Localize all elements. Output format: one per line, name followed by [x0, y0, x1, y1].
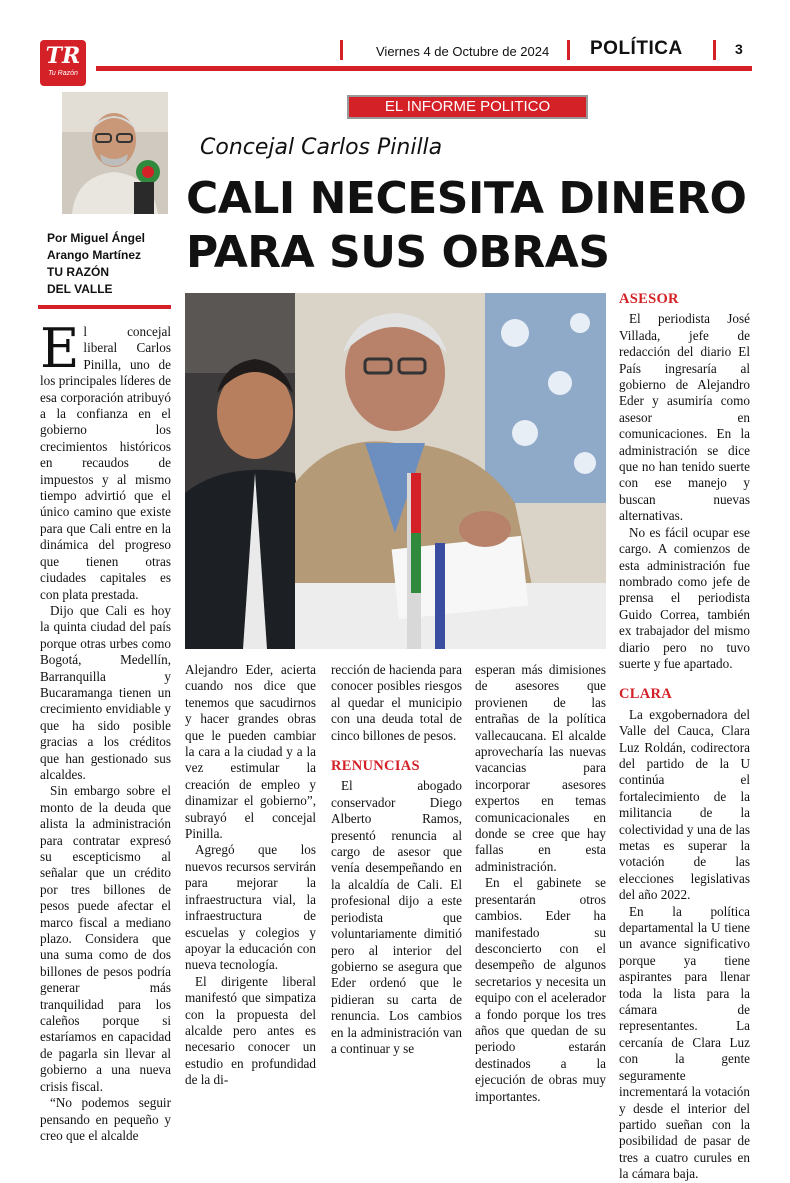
paragraph: Dijo que Cali es hoy la quinta ciudad del país porque otras urbes como Bogotá, Medellín, Barranquilla y Bucaramanga tienen un crecimiento envidiable y que ha sido posible gracias a los créditos que han gestionado sus alcaldes.: [40, 602, 171, 782]
section-heading-asesor: ASESOR: [619, 291, 679, 307]
drop-cap: E: [40, 317, 80, 380]
paragraph: rección de hacienda para conocer posibles riesgos al quedar el municipio con una deuda total de cinco billones de pesos.: [331, 662, 462, 743]
article-column-1: [40, 317, 171, 1144]
newspaper-logo: [40, 40, 86, 86]
article-headline: [186, 172, 746, 280]
author-portrait-illustration: [62, 92, 168, 214]
article-column-2: [185, 662, 316, 1089]
paragraph: El abogado conservador Diego Alberto Ramos, presentó renuncia al cargo de asesor que venía desempeñando en la alcaldía de Cali. El profesional dijo a este periodista que voluntariamente dimitió pero al interior del gobierno se asegura que Eder ordenó que le pidieran su carta de renuncia. Los cambios en la administración van a continuar y se: [331, 778, 462, 1056]
article-column-5: [619, 291, 750, 1183]
section-title: POLÍTICA: [590, 38, 683, 59]
header-divider: [340, 40, 343, 60]
paragraph: esperan más dimisiones de asesores que provienen de las entrañas de la política vallecaucana. El alcalde aprovecharía las nuevas vacancias para incorporar asesores expertos en temas comunicacionales en donde se cree que hay fallas en esta administración.: [475, 662, 606, 874]
header-rule: [96, 66, 752, 71]
section-heading-clara: CLARA: [619, 686, 673, 703]
byline: [47, 230, 145, 298]
article-column-4: [475, 662, 606, 1105]
byline-line: DEL VALLE: [47, 282, 113, 296]
header-divider: [713, 40, 716, 60]
paragraph: l concejal liberal Carlos Pinilla, uno de los principales líderes de esa corporación atribuyó a la confianza en el gobierno los crecimientos históricos en recaudos de impuestos y al mismo tiempo advirtió que el único camino que existe para que Cali entre en la dinámica del progreso que tienen otras ciudades capitales es con plata prestada.: [40, 324, 171, 602]
header-divider: [567, 40, 570, 60]
byline-line: Arango Martínez: [47, 248, 142, 262]
main-photo: [185, 293, 606, 649]
logo-text: TR: [45, 43, 81, 69]
column-kicker: EL INFORME POLITICO: [347, 95, 588, 119]
byline-line: Por Miguel Ángel: [47, 231, 146, 245]
logo-subtext: Tu Razón: [48, 70, 78, 77]
issue-date: Viernes 4 de Octubre de 2024: [376, 44, 550, 59]
council-meeting-illustration: [185, 293, 606, 649]
paragraph: En la política departamental la U tiene un avance significativo porque ya tiene aspirantes para llenar toda la lista para la cámara de representantes. La cercanía de Clara Luz con la gente seguramente incrementará la votación y desde el interior del partido sueñan con la posibilidad de pasar de tres a cuatro curules en la cámara baja.: [619, 903, 750, 1182]
paragraph: Agregó que los nuevos recursos servirán para mejorar la infraestructura vial, la infraestructura de escuelas y colegios y apoyar la educación con nueva tecnología.: [185, 842, 316, 973]
paragraph: No es fácil ocupar ese cargo. A comienzos de esta administración fue nombrado como jefe de prensa el periodista Guido Correa, también ex trabajador del mismo diario pero no tuvo suerte y fue apartado.: [619, 524, 750, 671]
article-subtitle: Concejal Carlos Pinilla: [200, 135, 443, 160]
paragraph: El dirigente liberal manifestó que simpatiza con la propuesta del alcalde pero antes es necesario conocer un estudio en profundidad de la di-: [185, 973, 316, 1088]
byline-line: TU RAZÓN: [47, 265, 109, 279]
author-photo: [62, 92, 168, 214]
paragraph: Sin embargo sobre el monto de la deuda que alista la administración para contratar expresó su escepticismo al señalar que un crédito por tres billones de pesos puede afectar el marco fiscal a mediano plazo. Considera que una suma como de dos billones de pesos podría generar más tranquilidad para los caleños porque si estaríamos en capacidad de pagarla sin llevar al gobierno a una nueva crisis fiscal.: [40, 783, 171, 1094]
headline-line: CALI NECESITA DINERO: [186, 173, 747, 224]
paragraph: La exgobernadora del Valle del Cauca, Clara Luz Roldán, codirectora del partido de la U continúa el fortalecimiento de la militancia de la colectividad y una de las metas es superar la votación de las elecciones legislativas del año 2022.: [619, 706, 750, 903]
paragraph: En el gabinete se presentarán otros cambios. Eder ha manifestado su desconcierto con el desempeño de algunos secretarios y necesita un equipo con el acelerador a fondo porque los tres años que quedan de su periodo estarán destinados a la ejecución de obras muy importantes.: [475, 875, 606, 1104]
page-number: 3: [735, 41, 743, 57]
paragraph: El periodista José Villada, jefe de redacción del diario El País ingresaría al gobierno de Alejandro Eder y asumiría como asesor en comunicaciones. En la administración se dice que no han tenido suerte con ese manejo y buscan nuevas alternativas.: [619, 311, 750, 524]
paragraph: “No podemos seguir pensando en pequeño y creo que el alcalde: [40, 1095, 171, 1143]
paragraph: Alejandro Eder, acierta cuando nos dice que tenemos que sacudirnos y hacer grandes obras que le pueden cambiar la cara a la ciudad y a la vez estimular la creación de empleo y dinamizar el gobierno”, subrayó el concejal Pinilla.: [185, 662, 316, 842]
article-column-3: [331, 662, 462, 1057]
byline-rule: [38, 305, 171, 309]
headline-line: PARA SUS OBRAS: [186, 227, 610, 278]
section-heading-renuncias: RENUNCIAS: [331, 758, 420, 775]
